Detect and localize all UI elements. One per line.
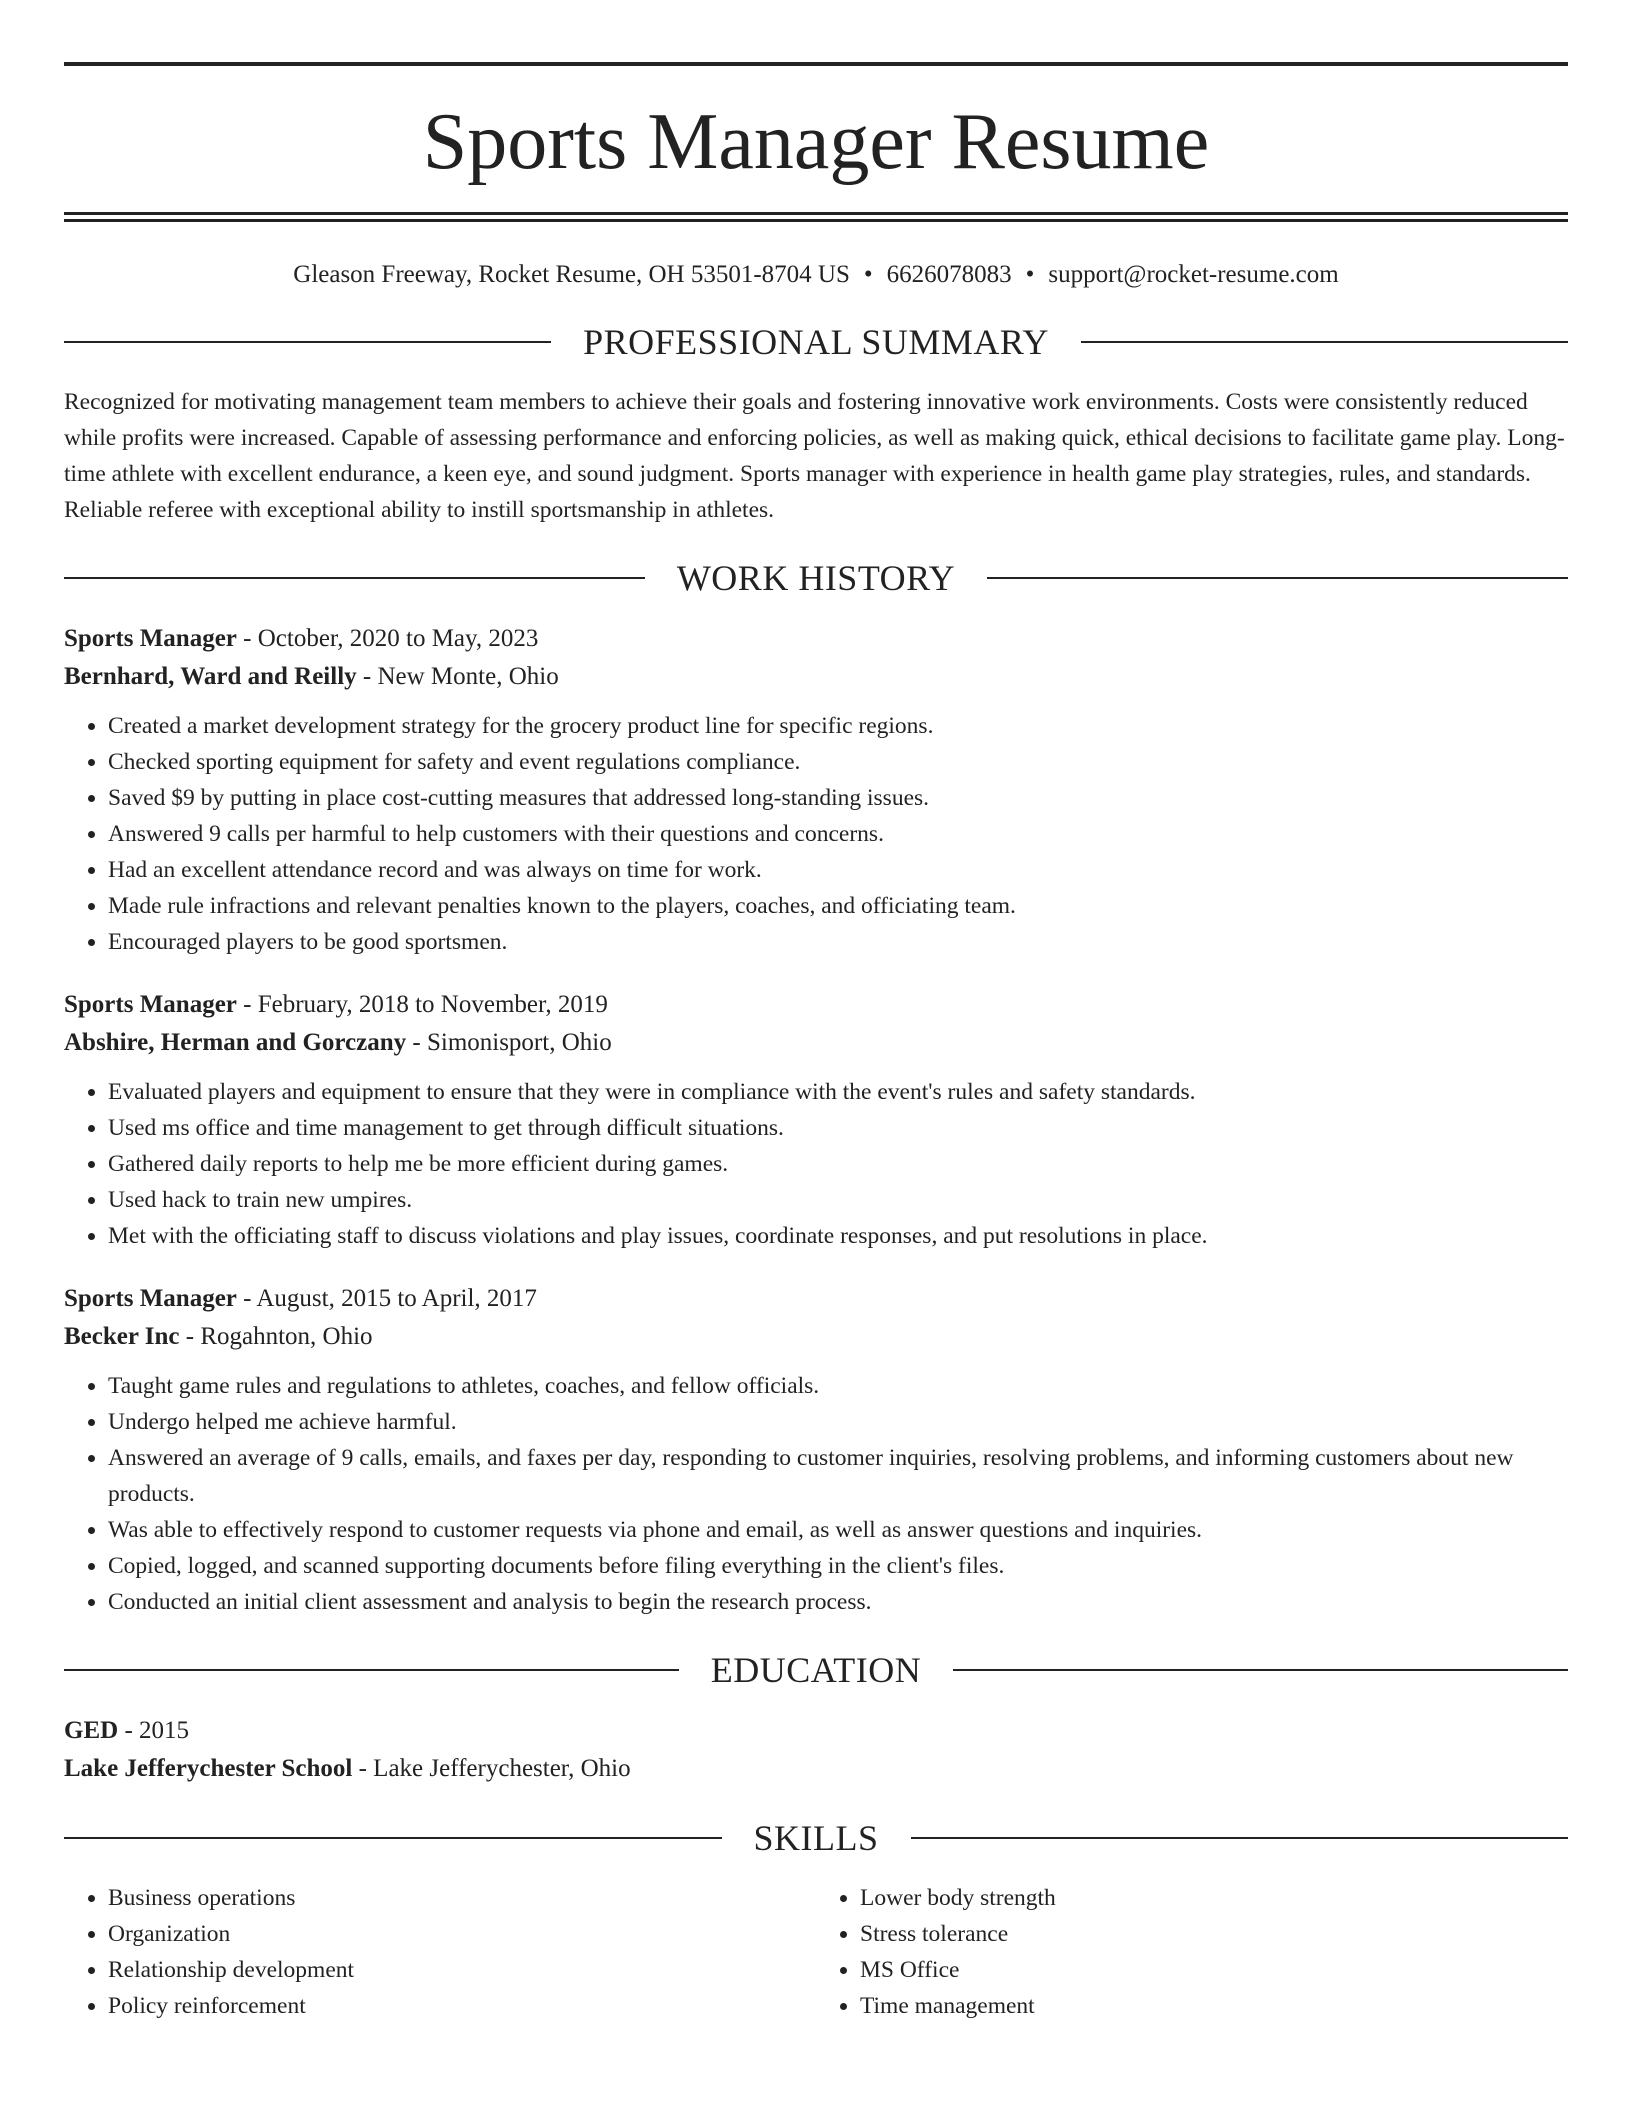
skills-heading-text: SKILLS [753,1818,879,1858]
list-item: • Used ms office and time management to get through difficult situations. [108,1110,1568,1146]
skills-heading [64,1816,1568,1860]
education-year: - 2015 [118,1717,190,1744]
list-item: • Conducted an initial client assessment and analysis to begin the research process. [108,1584,1568,1620]
heading-rule-right [953,1669,1568,1671]
job-company: Abshire, Herman and Gorczany [64,1029,407,1056]
job-location: - New Monte, Ohio [356,663,559,690]
job-title-line [64,620,1568,658]
list-item: • Time management [860,1988,1568,2024]
job-dates: - February, 2018 to November, 2019 [236,991,608,1018]
list-item: • Met with the officiating staff to discuss violations and play issues, coordinate responses, and put resolutions in place. [108,1218,1568,1254]
heading-rule-right [911,1837,1569,1839]
contact-address: Gleason Freeway, Rocket Resume, OH 53501-8704 US [293,261,850,288]
job-location: - Rogahnton, Ohio [179,1323,373,1350]
job-entry [64,1280,1568,1620]
list-item: • Copied, logged, and scanned supporting documents before filing everything in the client's files. [108,1548,1568,1584]
heading-rule-left [64,341,551,343]
job-company-line [64,658,1568,696]
contact-separator: • [1025,261,1035,288]
education-location: - Lake Jefferychester, Ohio [352,1755,631,1782]
contact-phone: 6626078083 [886,261,1012,288]
list-item: • Made rule infractions and relevant penalties known to the players, coaches, and officiating team. [108,888,1568,924]
list-item: • Undergo helped me achieve harmful. [108,1404,1568,1440]
summary-heading [64,320,1568,364]
skills-grid [64,1880,1568,2024]
list-item: • Gathered daily reports to help me be more efficient during games. [108,1146,1568,1182]
job-title-line [64,986,1568,1024]
education-heading [64,1648,1568,1692]
list-item: • Checked sporting equipment for safety and event regulations compliance. [108,744,1568,780]
job-company: Becker Inc [64,1323,180,1350]
heading-rule-right [987,577,1568,579]
job-bullets [64,1074,1568,1254]
list-item: • Was able to effectively respond to customer requests via phone and email, as well as answer questions and inquiries. [108,1512,1568,1548]
contact-email: support@rocket-resume.com [1048,261,1339,288]
list-item: • Relationship development [108,1952,816,1988]
contact-separator: • [863,261,873,288]
education-school: Lake Jefferychester School [64,1755,353,1782]
summary-heading-text: PROFESSIONAL SUMMARY [583,322,1049,362]
job-entry [64,986,1568,1254]
job-entry [64,620,1568,960]
summary-text: Recognized for motivating management team members to achieve their goals and fostering innovative work environments. Costs were consistently reduced while profits were increased. Capable of assessing performance and enforcing policies, as well as making quick, ethical decisions to facilitate game play. Long-time athlete with excellent endurance, a keen eye, and sound judgment. Sports manager with experience in health game play strategies, rules, and standards. Reliable referee with exceptional ability to instill sportsmanship in athletes. [64,389,1565,523]
skills-column-right [816,1880,1568,2024]
heading-rule-left [64,1837,722,1839]
list-item: • Answered an average of 9 calls, emails, and faxes per day, responding to customer inquiries, resolving problems, and informing customers about new products. [108,1440,1568,1512]
list-item: • Taught game rules and regulations to athletes, coaches, and fellow officials. [108,1368,1568,1404]
job-location: - Simonisport, Ohio [406,1029,612,1056]
list-item: • Created a market development strategy for the grocery product line for specific regions. [108,708,1568,744]
job-company-line [64,1024,1568,1062]
job-title: Sports Manager [64,1285,237,1312]
list-item: • Business operations [108,1880,816,1916]
job-bullets [64,1368,1568,1620]
list-item: • Lower body strength [860,1880,1568,1916]
skills-column-left [64,1880,816,2024]
work-history-heading-text: WORK HISTORY [676,558,956,598]
job-dates: - August, 2015 to April, 2017 [236,1285,537,1312]
heading-rule-left [64,577,645,579]
job-company-line [64,1318,1568,1356]
education-degree-line [64,1712,1568,1750]
heading-rule-right [1081,341,1568,343]
list-item: • Policy reinforcement [108,1988,816,2024]
job-title: Sports Manager [64,991,237,1018]
heading-rule-left [64,1669,679,1671]
work-history-heading [64,556,1568,600]
list-item: • Saved $9 by putting in place cost-cutting measures that addressed long-standing issues. [108,780,1568,816]
resume-title: Sports Manager Resume [422,98,1210,186]
list-item: • Encouraged players to be good sportsmen. [108,924,1568,960]
list-item: • Stress tolerance [860,1916,1568,1952]
job-company: Bernhard, Ward and Reilly [64,663,357,690]
job-title-line [64,1280,1568,1318]
list-item: • Evaluated players and equipment to ensure that they were in compliance with the event's rules and safety standards. [108,1074,1568,1110]
education-school-line [64,1750,1568,1788]
education-heading-text: EDUCATION [710,1650,922,1690]
contact-line [64,260,1568,290]
list-item: • MS Office [860,1952,1568,1988]
job-dates: - October, 2020 to May, 2023 [236,625,539,652]
job-bullets [64,708,1568,960]
list-item: • Organization [108,1916,816,1952]
list-item: • Used hack to train new umpires. [108,1182,1568,1218]
education-degree: GED [64,1717,119,1744]
title-double-rule [64,212,1568,222]
job-title: Sports Manager [64,625,237,652]
list-item: • Answered 9 calls per harmful to help customers with their questions and concerns. [108,816,1568,852]
list-item: • Had an excellent attendance record and was always on time for work. [108,852,1568,888]
